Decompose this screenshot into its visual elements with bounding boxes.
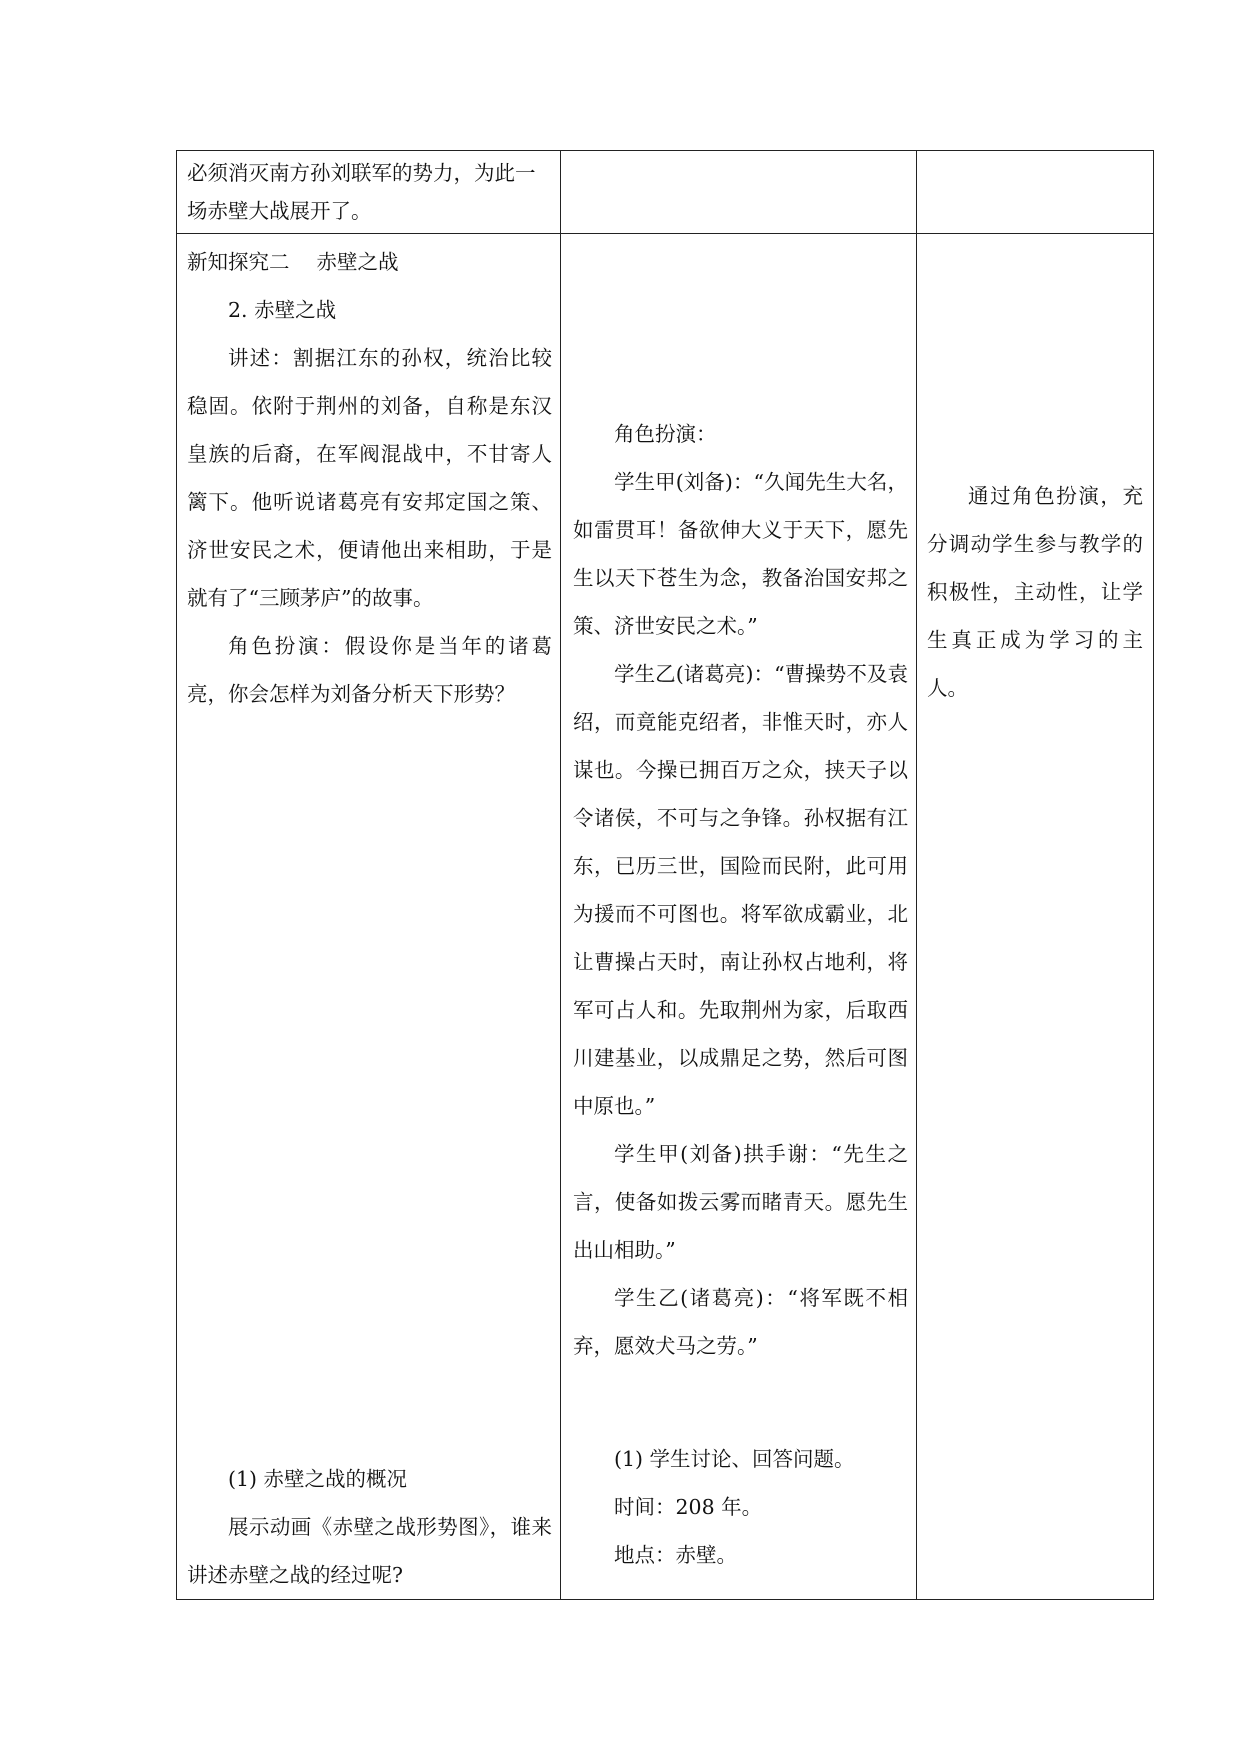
- answer-title: (1) 学生讨论、回答问题。: [614, 1447, 855, 1471]
- design-intent-cell: [917, 234, 1154, 1600]
- table-row: [177, 151, 1154, 234]
- continued-text-line-1: 必须消灭南方孙刘联军的势力，为此一: [187, 161, 536, 185]
- table-row: [177, 234, 1154, 1600]
- answer-place: 地点：赤壁。: [614, 1543, 737, 1567]
- narration-paragraph: 讲述：割据江东的孙权，统治比较稳固。依附于荆州的刘备，自称是东汉皇族的后裔，在军阀混战中，不甘寄人篱下。他听说诸葛亮有安邦定国之策、济世安民之术，便请他出来相助，于是就有了“三顾茅庐”的故事。: [187, 346, 552, 610]
- overview-title: (1) 赤壁之战的概况: [228, 1467, 408, 1491]
- overview-prompt: 展示动画《赤壁之战形势图》，谁来讲述赤壁之战的经过呢?: [187, 1515, 552, 1587]
- section-subtitle: 2. 赤壁之战: [228, 298, 337, 322]
- answer-time: 时间：208 年。: [614, 1495, 763, 1519]
- teacher-activity-cell: [177, 234, 561, 1600]
- lesson-plan-table: [176, 150, 1154, 1600]
- design-intent-text: 通过角色扮演，充分调动学生参与教学的积极性，主动性，让学生真正成为学习的主人。: [927, 484, 1143, 700]
- continued-text-line-2: 场赤壁大战展开了。: [187, 199, 372, 223]
- section-title: 新知探究二 赤壁之战: [187, 250, 399, 274]
- dialogue-zhuge-2: 学生乙(诸葛亮)：“将军既不相弃，愿效犬马之劳。”: [573, 1286, 908, 1358]
- dialogue-zhuge-1: 学生乙(诸葛亮)：“曹操势不及袁绍，而竟能克绍者，非惟天时，亦人谋也。今操已拥百万之众，挟天子以令诸侯，不可与之争锋。孙权据有江东，已历三世，国险而民附，此可用为援而不可图也。将军欲成霸业，北让曹操占天时，南让孙权占地利，将军可占人和。先取荆州为家，后取西川建基业，以成鼎足之势，然后可图中原也。”: [573, 662, 908, 1118]
- dialogue-liubei-1: 学生甲(刘备)：“久闻先生大名，如雷贯耳！备欲伸大义于天下，愿先生以天下苍生为念，教备治国安邦之策、济世安民之术。”: [573, 470, 908, 638]
- row1-intent-cell: [917, 151, 1154, 234]
- roleplay-label: 角色扮演：: [614, 422, 717, 446]
- roleplay-prompt: 角色扮演：假设你是当年的诸葛亮，你会怎样为刘备分析天下形势？: [187, 634, 552, 706]
- student-activity-cell: [561, 234, 917, 1600]
- row1-teacher-cell: [177, 151, 561, 234]
- row1-student-cell: [561, 151, 917, 234]
- dialogue-liubei-2: 学生甲(刘备)拱手谢：“先生之言，使备如拨云雾而睹青天。愿先生出山相助。”: [573, 1142, 908, 1262]
